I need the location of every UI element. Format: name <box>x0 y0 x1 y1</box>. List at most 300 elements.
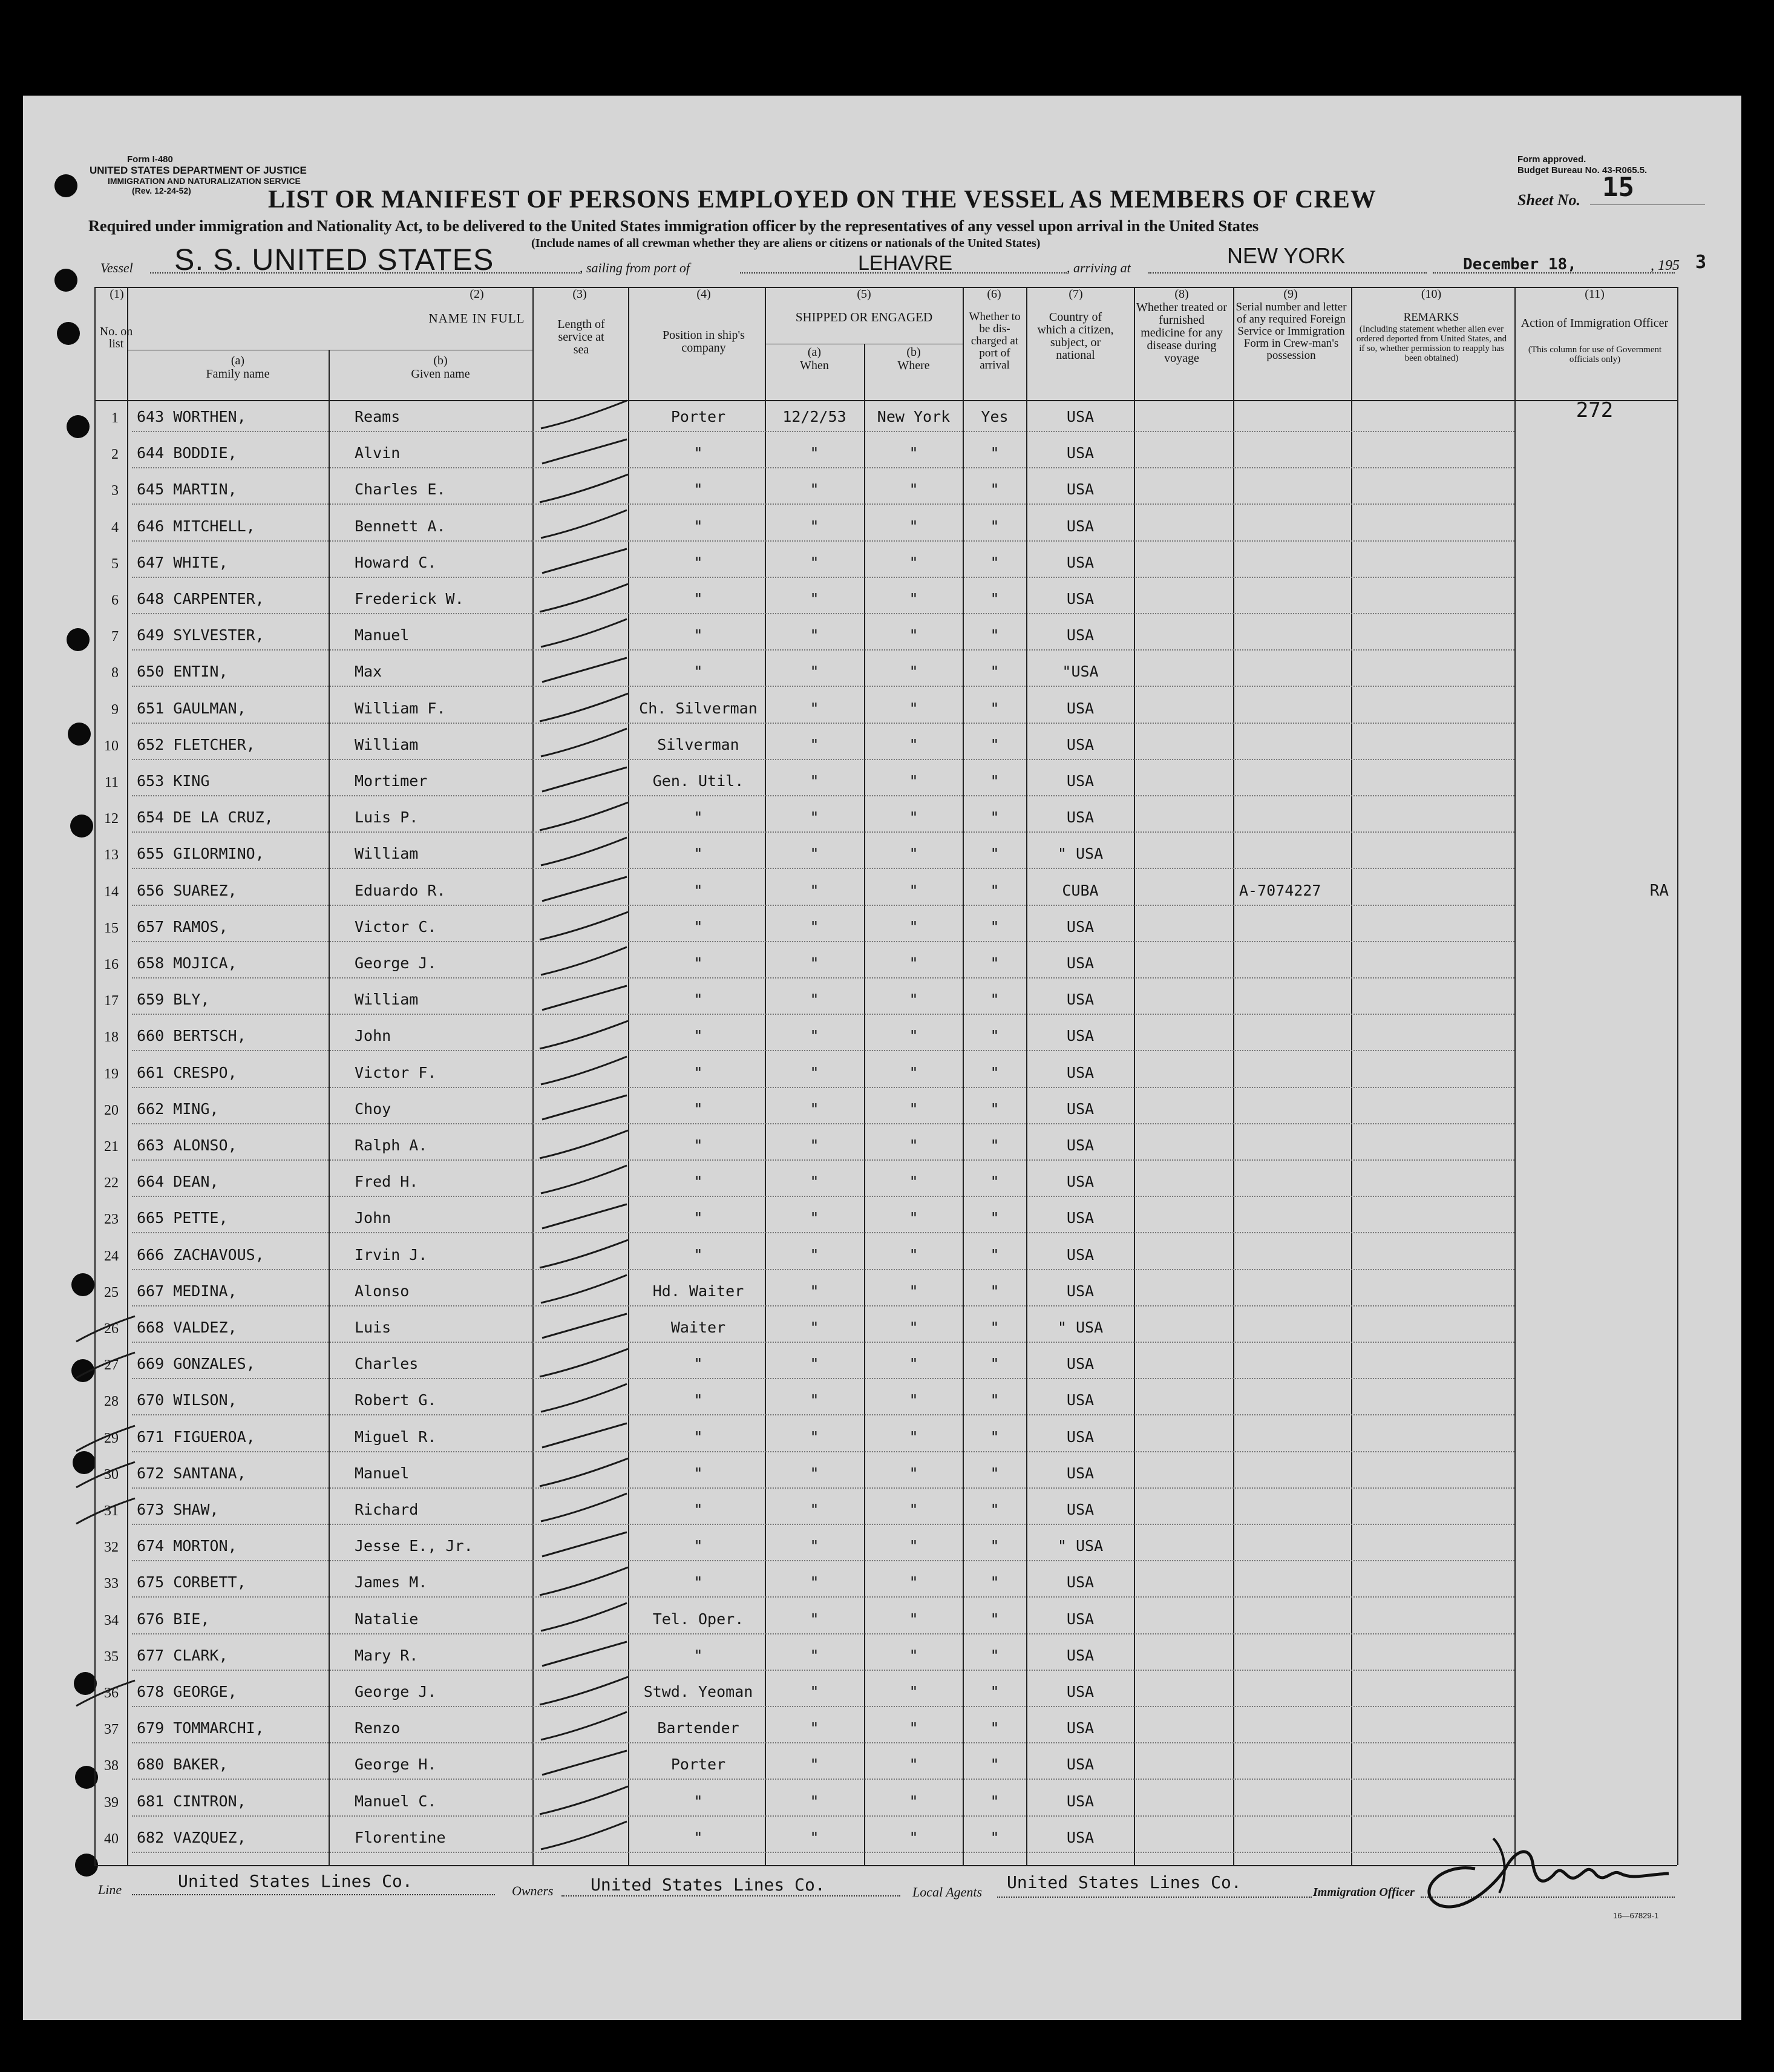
cell-disch: " <box>990 1537 1000 1555</box>
cell-when: " <box>810 1391 819 1409</box>
cell-given: William <box>355 991 419 1009</box>
cell-family: 681 CINTRON, <box>137 1792 246 1810</box>
cell-pos: Porter <box>670 1756 726 1774</box>
col5-number: (5) <box>857 287 871 301</box>
cell-where: " <box>909 845 918 863</box>
cell-country: USA <box>1066 1063 1095 1081</box>
cell-disch: " <box>990 1646 1000 1664</box>
cell-when: " <box>810 1683 819 1700</box>
column-rule <box>532 287 534 1865</box>
cell-when: " <box>810 954 819 972</box>
row-guide <box>132 1342 1514 1343</box>
manifest-sheet <box>23 96 1741 2020</box>
row-guide <box>132 1305 1514 1306</box>
col9-header: Serial number and letter of any required Foreign Service or Immigration Form in Crew-man's possession <box>1236 301 1347 362</box>
cell-disch: " <box>990 626 1000 644</box>
cell-given: William <box>355 735 419 753</box>
cell-where: " <box>909 1537 918 1555</box>
cell-country: " USA <box>1057 845 1104 863</box>
cell-family: 680 BAKER, <box>137 1756 228 1774</box>
col3-header: Length of service at sea <box>557 318 605 356</box>
cell-when: " <box>810 480 819 499</box>
cell-family: 646 MITCHELL, <box>137 517 255 535</box>
cell-country: USA <box>1066 991 1095 1009</box>
cell-disch: " <box>990 1100 1000 1118</box>
cell-disch: " <box>990 553 1000 571</box>
service-dash-mark <box>536 1526 633 1562</box>
cell-where: " <box>909 1136 918 1154</box>
budget-bureau: Budget Bureau No. 43-R065.5. <box>1517 165 1648 175</box>
cell-given: John <box>355 1027 391 1045</box>
row-number: 7 <box>111 629 119 645</box>
cell-country: USA <box>1066 954 1095 972</box>
cell-family: 654 DE LA CRUZ, <box>137 808 273 827</box>
cell-country: USA <box>1066 1282 1095 1300</box>
cell-pos: " <box>693 954 703 972</box>
cell-given: Max <box>355 663 382 681</box>
service-dash-mark <box>536 1016 633 1052</box>
service-dash-mark <box>536 1454 633 1490</box>
cell-pos: " <box>693 626 703 644</box>
cell-given: Renzo <box>355 1719 401 1737</box>
cell-given: Robert G. <box>355 1391 437 1409</box>
cell-where: " <box>909 1501 918 1518</box>
cell-given: Ralph A. <box>355 1136 428 1154</box>
cell-disch: Yes <box>981 408 1009 425</box>
punch-hole <box>71 1273 94 1296</box>
cell-country: USA <box>1066 917 1095 936</box>
cell-country: USA <box>1066 1828 1095 1846</box>
cell-given: William F. <box>355 699 446 717</box>
cell-when: " <box>810 1100 819 1118</box>
service-dash-mark <box>536 507 633 543</box>
cell-family: 674 MORTON, <box>137 1537 237 1555</box>
cell-pos: Hd. Waiter <box>652 1282 744 1300</box>
cell-disch: " <box>990 735 1000 753</box>
check-mark <box>71 1422 138 1458</box>
cell-pos: " <box>693 1173 703 1191</box>
cell-given: Eduardo R. <box>355 881 446 899</box>
service-dash-mark <box>536 834 633 870</box>
row-number: 20 <box>104 1102 119 1118</box>
service-dash-mark <box>536 1599 633 1636</box>
cell-country: "USA <box>1062 663 1099 681</box>
row-number: 8 <box>111 665 119 681</box>
print-code: 16—67829-1 <box>1613 1911 1659 1920</box>
cell-disch: " <box>990 1428 1000 1446</box>
row-number: 9 <box>111 701 119 718</box>
agents-label: Local Agents <box>912 1884 983 1900</box>
arrival-port: NEW YORK <box>1227 243 1346 268</box>
row-number: 6 <box>111 592 119 608</box>
cell-when: " <box>810 1792 819 1810</box>
cell-where: " <box>909 699 918 717</box>
sheet-number: 15 <box>1602 172 1634 203</box>
row-number: 19 <box>104 1066 119 1082</box>
cell-country: USA <box>1066 735 1095 753</box>
row-guide <box>132 1852 1514 1853</box>
cell-country: USA <box>1066 1245 1095 1264</box>
cell-country: USA <box>1066 553 1095 571</box>
cell-pos: Ch. Silverman <box>639 699 758 717</box>
cell-where: " <box>909 1792 918 1810</box>
cell-disch: " <box>990 1209 1000 1227</box>
cell-where: " <box>909 1282 918 1300</box>
cell-family: 671 FIGUEROA, <box>137 1428 255 1446</box>
cell-given: Luis P. <box>355 808 419 827</box>
cell-where: " <box>909 590 918 608</box>
service-dash-mark <box>536 1198 633 1234</box>
row-guide <box>132 1087 1514 1088</box>
cell-disch: " <box>990 1828 1000 1846</box>
cell-disch: " <box>990 1610 1000 1628</box>
cell-pos: " <box>693 1792 703 1810</box>
cell-disch: " <box>990 663 1000 681</box>
cell-country: USA <box>1066 699 1095 717</box>
cell-given: James M. <box>355 1573 428 1592</box>
service-dash-mark <box>536 1745 633 1781</box>
cell-where: " <box>909 1355 918 1373</box>
form-revision: (Rev. 12-24-52) <box>132 186 191 195</box>
cell-pos: Bartender <box>657 1719 739 1737</box>
cell-where: " <box>909 1319 918 1336</box>
cell-pos: Stwd. Yeoman <box>643 1683 753 1700</box>
col2-header: NAME IN FULL <box>428 311 525 326</box>
cell-when: " <box>810 1756 819 1774</box>
col11-header: Action of Immigration Officer <box>1520 316 1669 330</box>
col11-note: (This column for use of Government officials only) <box>1528 345 1662 364</box>
service-dash-mark <box>536 725 633 761</box>
row-number: 2 <box>111 447 119 463</box>
service-dash-mark <box>536 1089 633 1126</box>
service-dash-mark <box>536 980 633 1016</box>
row-guide <box>132 1815 1514 1817</box>
cell-given: George J. <box>355 954 437 972</box>
cell-country: USA <box>1066 808 1095 827</box>
cell-pos: " <box>693 1391 703 1409</box>
col6-number: (6) <box>987 287 1001 301</box>
service-dash-mark <box>536 1708 633 1745</box>
row-guide <box>132 941 1514 942</box>
cell-family: 652 FLETCHER, <box>137 735 255 753</box>
cell-family: 667 MEDINA, <box>137 1282 237 1300</box>
service-dash-mark <box>536 1235 633 1271</box>
punch-hole <box>57 322 80 345</box>
check-mark <box>71 1458 138 1495</box>
row-number: 13 <box>104 847 119 864</box>
cell-where: " <box>909 1464 918 1482</box>
col2a-number: (a) <box>231 354 245 367</box>
cell-when: " <box>810 517 819 535</box>
service-dash-mark <box>536 1053 633 1089</box>
cell-family: 678 GEORGE, <box>137 1683 237 1700</box>
row-guide <box>132 977 1514 979</box>
cell-country: USA <box>1066 1100 1095 1118</box>
col11-number: (11) <box>1585 287 1605 301</box>
cell-given: Alvin <box>355 444 401 462</box>
cell-disch: " <box>990 1391 1000 1409</box>
cell-where: " <box>909 1719 918 1737</box>
cell-country: USA <box>1066 1756 1095 1774</box>
row-guide <box>132 1670 1514 1671</box>
col10-header: REMARKS <box>1403 311 1459 324</box>
cell-when: " <box>810 845 819 863</box>
col10-note: (Including statement whether alien ever ordered deported from United States, and if so, whether permission to reapply has been obtained) <box>1356 324 1507 363</box>
row-guide <box>132 1269 1514 1270</box>
cell-where: " <box>909 1209 918 1227</box>
cell-given: Victor F. <box>355 1063 437 1081</box>
cell-given: George J. <box>355 1683 437 1700</box>
cell-disch: " <box>990 1573 1000 1592</box>
cell-family: 643 WORTHEN, <box>137 408 246 425</box>
page-title: LIST OR MANIFEST OF PERSONS EMPLOYED ON THE VESSEL AS MEMBERS OF CREW <box>268 186 1376 214</box>
cell-where: " <box>909 881 918 899</box>
cell-disch: " <box>990 590 1000 608</box>
cell-family: 648 CARPENTER, <box>137 590 264 608</box>
row-guide <box>132 1378 1514 1379</box>
cell-where: " <box>909 444 918 462</box>
col2a-header: Family name <box>206 367 270 381</box>
cell-where: " <box>909 808 918 827</box>
row-guide <box>132 1779 1514 1780</box>
row-guide <box>132 723 1514 724</box>
row-guide <box>132 1123 1514 1124</box>
cell-country: USA <box>1066 626 1095 644</box>
cell-given: William <box>355 845 419 863</box>
col2-number: (2) <box>470 287 484 301</box>
cell-disch: " <box>990 881 1000 899</box>
cell-family: 651 GAULMAN, <box>137 699 246 717</box>
cell-given: Manuel <box>355 626 410 644</box>
cell-where: " <box>909 1646 918 1664</box>
service-dash-mark <box>536 1818 633 1854</box>
form-subnote: (Include names of all crewman whether they are aliens or citizens or nationals of the United States) <box>531 237 1041 250</box>
cell-disch: " <box>990 1319 1000 1336</box>
row-guide <box>132 613 1514 614</box>
row-number: 4 <box>111 519 119 536</box>
cell-when: " <box>810 1828 819 1846</box>
col4-header: Position in ship's company <box>663 329 745 355</box>
col4-number: (4) <box>696 287 711 301</box>
col5b-header: Where <box>897 359 930 372</box>
form-subtitle: Required under immigration and Nationality Act, to be delivered to the United States immigration officer by the representatives of any vessel upon arrival in the United States <box>88 217 1258 235</box>
row-guide <box>132 431 1514 432</box>
cell-family: 676 BIE, <box>137 1610 210 1628</box>
column-rule <box>1134 287 1135 1865</box>
cell-disch: " <box>990 1792 1000 1810</box>
cell-given: Jesse E., Jr. <box>355 1537 473 1555</box>
cell-given: Florentine <box>355 1828 446 1846</box>
header-bottom-rule <box>94 400 1677 401</box>
col5a-number: (a) <box>807 346 822 359</box>
column-rule <box>1351 287 1352 1865</box>
cell-country: USA <box>1066 1355 1095 1373</box>
cell-pos: " <box>693 1063 703 1081</box>
sailing-label: , sailing from port of <box>580 260 690 275</box>
cell-given: Manuel C. <box>355 1792 437 1810</box>
cell-when: " <box>810 1573 819 1592</box>
punch-hole <box>67 628 90 651</box>
cell-family: 679 TOMMARCHI, <box>137 1719 264 1737</box>
cell-disch: " <box>990 1027 1000 1045</box>
cell-where: " <box>909 1428 918 1446</box>
cell-country: CUBA <box>1062 881 1099 899</box>
cell-family: 663 ALONSO, <box>137 1136 237 1154</box>
row-guide <box>132 1159 1514 1161</box>
row-guide <box>132 1742 1514 1743</box>
col8-header: Whether treated or furnished medicine for any disease during voyage <box>1136 301 1227 365</box>
cell-family: 673 SHAW, <box>137 1501 219 1518</box>
cell-family: 656 SUAREZ, <box>137 881 237 899</box>
cell-when: 12/2/53 <box>782 408 846 425</box>
check-mark <box>71 1349 138 1385</box>
cell-where: " <box>909 1063 918 1081</box>
cell-when: " <box>810 1063 819 1081</box>
service-dash-mark <box>536 397 633 433</box>
col9-number: (9) <box>1283 287 1298 301</box>
cell-given: Bennett A. <box>355 517 446 535</box>
row-number: 18 <box>104 1029 119 1046</box>
cell-where: " <box>909 517 918 535</box>
cell-pos: " <box>693 517 703 535</box>
row-number: 24 <box>104 1248 119 1264</box>
cell-family: 650 ENTIN, <box>137 663 228 681</box>
cell-family: 659 BLY, <box>137 991 210 1009</box>
row-number: 28 <box>104 1394 119 1410</box>
row-number: 36 <box>104 1685 119 1701</box>
column-rule <box>1677 287 1678 1865</box>
cell-country: " USA <box>1057 1319 1104 1336</box>
cell-where: " <box>909 1610 918 1628</box>
column-rule <box>127 287 128 1865</box>
cell-when: " <box>810 553 819 571</box>
cell-pos: " <box>693 553 703 571</box>
cell-when: " <box>810 881 819 899</box>
row-number: 26 <box>104 1321 119 1337</box>
cell-family: 645 MARTIN, <box>137 480 237 499</box>
service-dash-mark <box>536 1782 633 1818</box>
column-rule <box>1233 287 1234 1865</box>
cell-pos: " <box>693 1428 703 1446</box>
cell-where: " <box>909 772 918 790</box>
col8-number: (8) <box>1174 287 1189 301</box>
cell-given: Natalie <box>355 1610 419 1628</box>
col2b-header: Given name <box>411 367 470 381</box>
service-dash-mark <box>536 1271 633 1308</box>
cell-family: 653 KING <box>137 772 210 790</box>
row-number: 30 <box>104 1466 119 1483</box>
cell-given: Irvin J. <box>355 1245 428 1264</box>
cell-where: " <box>909 1027 918 1045</box>
row-guide <box>132 467 1514 468</box>
cell-pos: " <box>693 590 703 608</box>
cell-disch: " <box>990 1173 1000 1191</box>
cell-country: USA <box>1066 590 1095 608</box>
cell-pos: " <box>693 1136 703 1154</box>
line-company: United States Lines Co. <box>178 1871 413 1891</box>
cell-given: Luis <box>355 1319 391 1336</box>
row-guide <box>132 759 1514 760</box>
form-approved: Form approved. <box>1517 154 1586 165</box>
cell-family: 655 GILORMINO, <box>137 845 264 863</box>
row-number: 29 <box>104 1430 119 1446</box>
row-number: 35 <box>104 1648 119 1665</box>
cell-pos: " <box>693 1537 703 1555</box>
cell-where: " <box>909 1573 918 1592</box>
cell-disch: " <box>990 1501 1000 1518</box>
cell-pos: " <box>693 1209 703 1227</box>
cell-disch: " <box>990 480 1000 499</box>
row-number: 12 <box>104 811 119 827</box>
arrival-date: December 18, <box>1463 255 1577 274</box>
cell-disch: " <box>990 1355 1000 1373</box>
cell-where: " <box>909 626 918 644</box>
cell-disch: " <box>990 1464 1000 1482</box>
cell-pos: " <box>693 808 703 827</box>
row-guide <box>132 577 1514 578</box>
row-number: 32 <box>104 1539 119 1556</box>
row-guide <box>132 905 1514 906</box>
cell-family: 644 BODDIE, <box>137 444 237 462</box>
cell-pos: Silverman <box>657 735 739 753</box>
service-dash-mark <box>536 689 633 725</box>
cell-when: " <box>810 444 819 462</box>
cell-given: Charles E. <box>355 480 446 499</box>
cell-where: " <box>909 1683 918 1700</box>
cell-family: 664 DEAN, <box>137 1173 219 1191</box>
cell-disch: " <box>990 845 1000 863</box>
service-dash-mark <box>536 470 633 506</box>
cell-family: 668 VALDEZ, <box>137 1319 237 1336</box>
service-dash-mark <box>536 615 633 652</box>
row-number: 15 <box>104 920 119 936</box>
row-guide <box>132 1524 1514 1525</box>
cell-country: USA <box>1066 1610 1095 1628</box>
row-guide <box>132 795 1514 796</box>
cell-pos: Waiter <box>670 1319 726 1336</box>
col5-header: SHIPPED OR ENGAGED <box>795 310 933 324</box>
cell-country: USA <box>1066 1136 1095 1154</box>
cell-family: 677 CLARK, <box>137 1646 228 1664</box>
cell-when: " <box>810 1501 819 1518</box>
cell-family: 657 RAMOS, <box>137 917 228 936</box>
cell-family: 672 SANTANA, <box>137 1464 246 1482</box>
cell-disch: " <box>990 699 1000 717</box>
cell-country: USA <box>1066 480 1095 499</box>
cell-when: " <box>810 1610 819 1628</box>
service-dash-mark <box>536 1162 633 1198</box>
cell-when: " <box>810 1209 819 1227</box>
cell-given: Frederick W. <box>355 590 464 608</box>
cell-disch: " <box>990 444 1000 462</box>
cell-pos: " <box>693 845 703 863</box>
cell-given: Mortimer <box>355 772 428 790</box>
cell-given: Reams <box>355 408 401 425</box>
cell-country: USA <box>1066 1792 1095 1810</box>
row-number: 37 <box>104 1722 119 1738</box>
col2b-number: (b) <box>433 354 448 367</box>
cell-pos: " <box>693 1245 703 1264</box>
cell-family: 669 GONZALES, <box>137 1355 255 1373</box>
col5a-header: When <box>800 359 829 372</box>
col7-header: Country of which a citizen, subject, or national <box>1037 310 1114 362</box>
service-dash-mark <box>536 1344 633 1380</box>
service-dash-mark <box>536 1490 633 1526</box>
cell-given: Fred H. <box>355 1173 419 1191</box>
cell-family: 649 SYLVESTER, <box>137 626 264 644</box>
cell-family: 660 BERTSCH, <box>137 1027 246 1045</box>
cell-when: " <box>810 1173 819 1191</box>
